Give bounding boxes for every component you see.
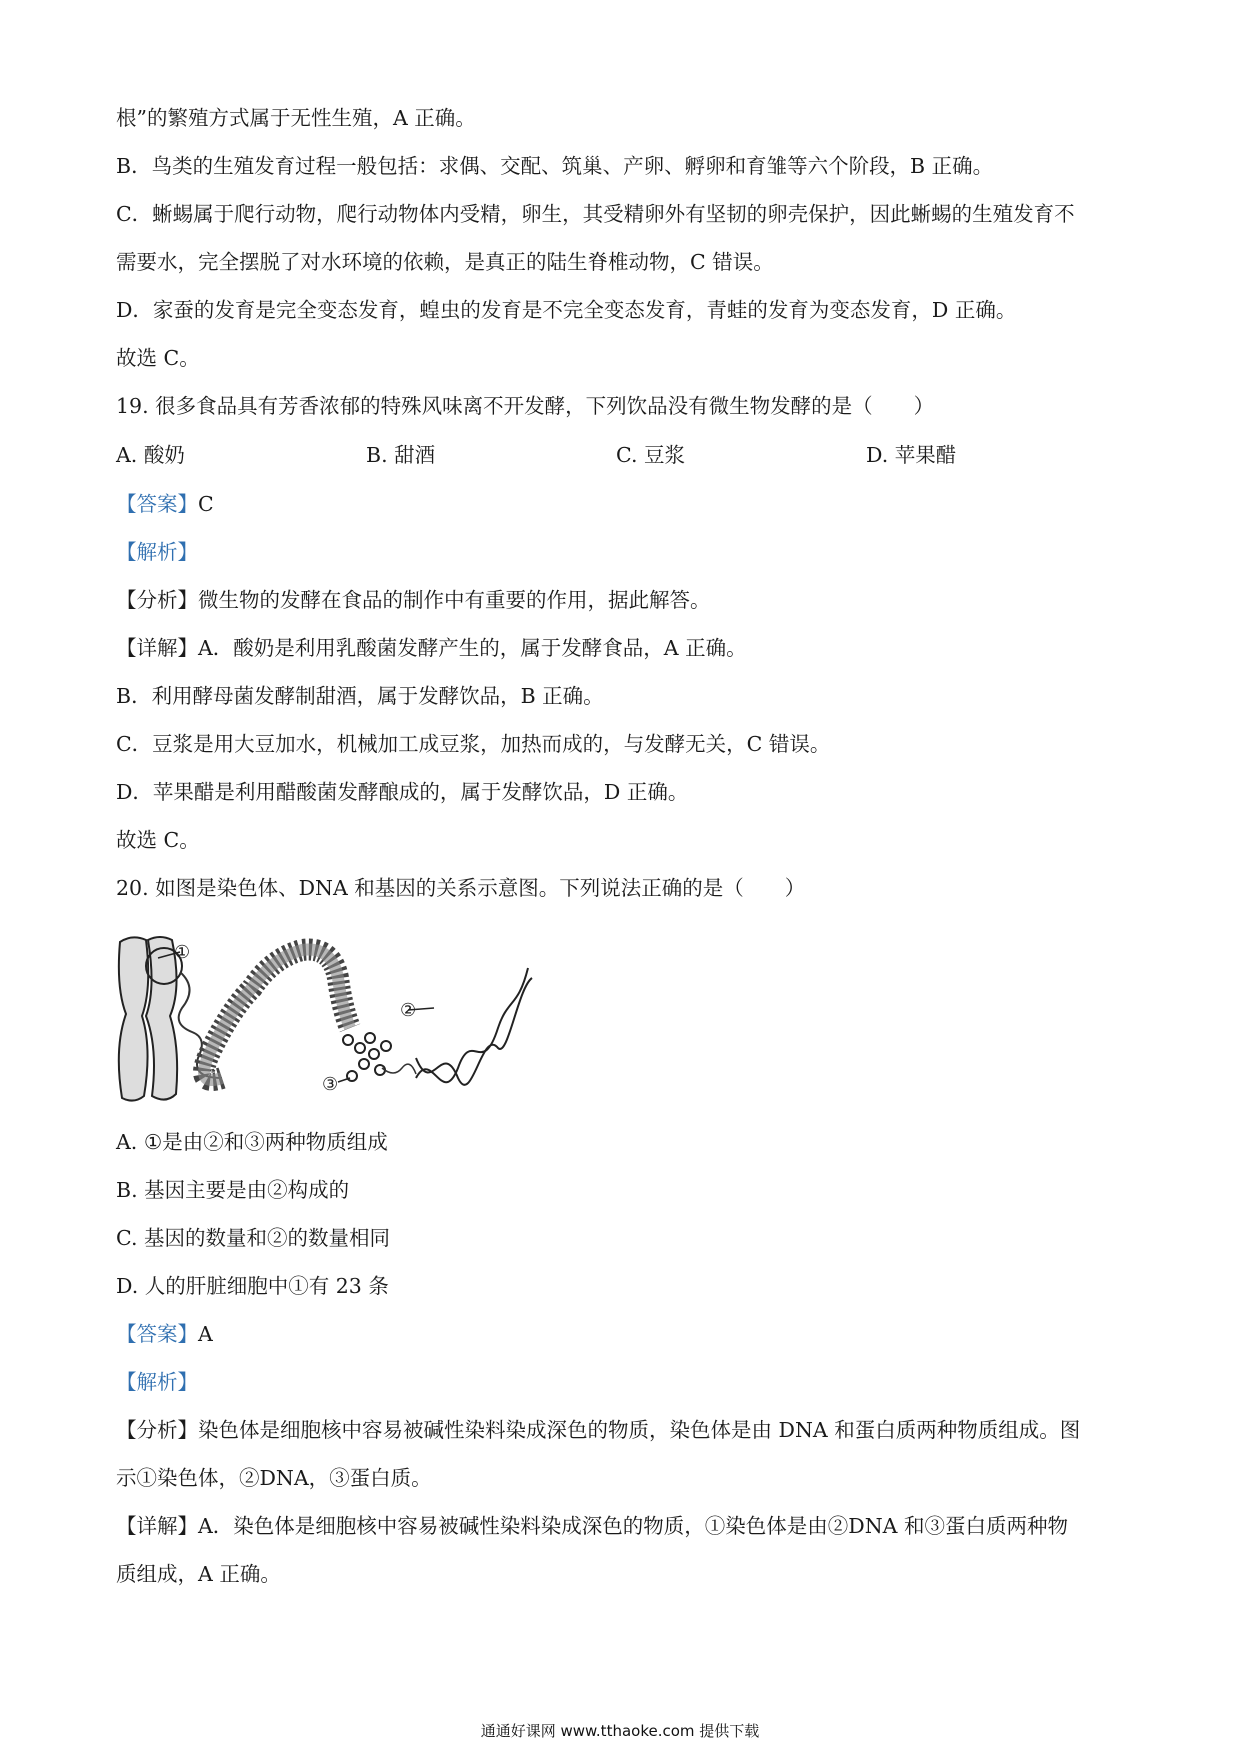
answer-value: A (198, 1322, 213, 1346)
text-line: 质组成，A 正确。 (116, 1562, 281, 1586)
question-20-stem: 20. 如图是染色体、DNA 和基因的关系示意图。下列说法正确的是（ ） (116, 876, 806, 900)
q19-option-a: A. 酸奶 (116, 443, 185, 467)
text-line: D．家蚕的发育是完全变态发育，蝗虫的发育是不完全变态发育，青蛙的发育为变态发育，D 正确。 (116, 298, 1017, 322)
q19-analysis-tag: 【解析】 (116, 540, 198, 564)
page-footer: 通通好课网 www.tthaoke.com 提供下载 (480, 1722, 760, 1740)
text-line: 【详解】A．染色体是细胞核中容易被碱性染料染成深色的物质，①染色体是由②DNA 和③蛋白质两种物 (116, 1514, 1068, 1538)
text-line: B．鸟类的生殖发育过程一般包括：求偶、交配、筑巢、产卵、孵卵和育雏等六个阶段，B 正确。 (116, 154, 994, 178)
text-line: C．豆浆是用大豆加水，机械加工成豆浆，加热而成的，与发酵无关，C 错误。 (116, 732, 831, 756)
chromosome-dna-gene-diagram (112, 928, 542, 1118)
answer-tag: 【答案】 (116, 1322, 198, 1346)
text-line: 故选 C。 (116, 346, 200, 370)
text-line: 【详解】A．酸奶是利用乳酸菌发酵产生的，属于发酵食品，A 正确。 (116, 636, 747, 660)
question-19-stem: 19. 很多食品具有芳香浓郁的特殊风味离不开发酵，下列饮品没有微生物发酵的是（ ） (116, 394, 935, 418)
dna-thread (382, 1064, 416, 1074)
q20-option-a: A. ①是由②和③两种物质组成 (116, 1130, 388, 1154)
text-line: 【分析】染色体是细胞核中容易被碱性染料染成深色的物质，染色体是由 DNA 和蛋白质两种物质组成。图 (116, 1418, 1081, 1442)
q20-option-c: C. 基因的数量和②的数量相同 (116, 1226, 390, 1250)
q19-option-b: B. 甜酒 (366, 443, 436, 467)
histone-beads (343, 1033, 391, 1081)
q20-answer (116, 1319, 213, 1349)
chromosome-icon (119, 937, 177, 1101)
label-3: ③ (322, 1074, 339, 1095)
text-line: 需要水，完全摆脱了对水环境的依赖，是真正的陆生脊椎动物，C 错误。 (116, 250, 774, 274)
text-line: 示①染色体，②DNA，③蛋白质。 (116, 1466, 432, 1490)
q19-option-d: D. 苹果醋 (866, 443, 957, 467)
q19-answer (116, 489, 214, 519)
text-line: C．蜥蜴属于爬行动物，爬行动物体内受精，卵生，其受精卵外有坚韧的卵壳保护，因此蜥蜴的生殖发育不 (116, 202, 1075, 226)
q20-option-b: B. 基因主要是由②构成的 (116, 1178, 350, 1202)
q19-option-c: C. 豆浆 (616, 443, 685, 467)
q20-option-d: D. 人的肝脏细胞中①有 23 条 (116, 1274, 389, 1298)
text-line: D．苹果醋是利用醋酸菌发酵酿成的，属于发酵饮品，D 正确。 (116, 780, 689, 804)
text-line: 故选 C。 (116, 828, 200, 852)
answer-tag: 【答案】 (116, 492, 198, 516)
dna-double-helix-icon (416, 968, 532, 1085)
text-line: B．利用酵母菌发酵制甜酒，属于发酵饮品，B 正确。 (116, 684, 604, 708)
label-2: ② (400, 1000, 417, 1021)
text-line: 【分析】微生物的发酵在食品的制作中有重要的作用，据此解答。 (116, 588, 711, 612)
q20-analysis-tag: 【解析】 (116, 1370, 198, 1394)
label-1: ① (174, 942, 191, 963)
text-line: 根”的繁殖方式属于无性生殖，A 正确。 (116, 106, 476, 130)
answer-value: C (198, 492, 214, 516)
